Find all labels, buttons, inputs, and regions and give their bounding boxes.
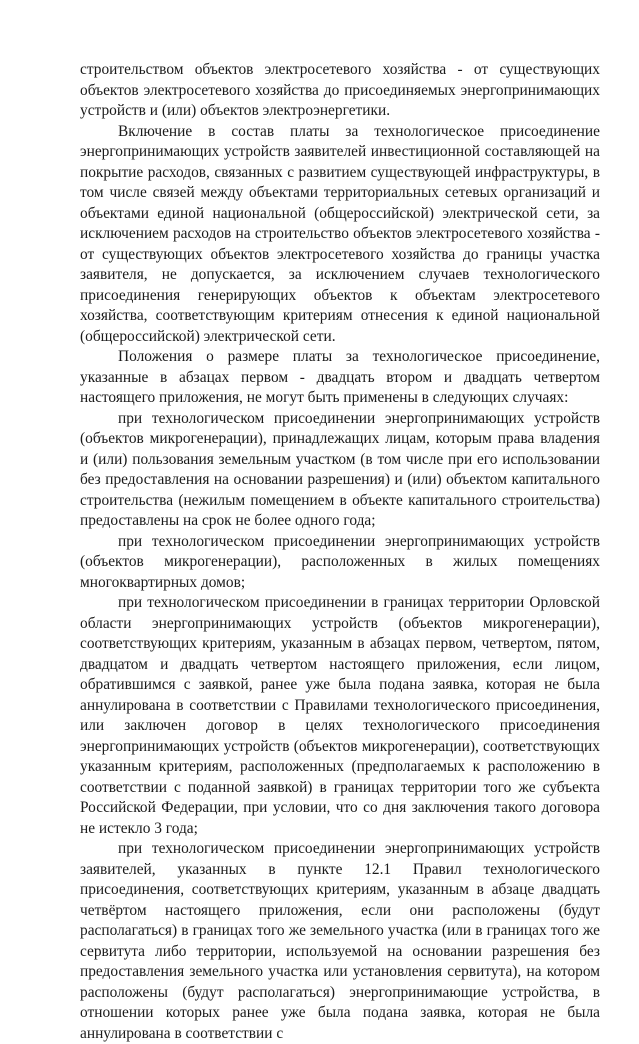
paragraph-continuation: строительством объектов электросетевого хозяйства - от существующих объектов электросетевого хозяйства до присоединяемых энергопринимающих устройств и (или) объектов электроэнергетики. <box>80 61 600 119</box>
document-page <box>80 60 600 1044</box>
paragraph-case-residential-premises: при технологическом присоединении энергопринимающих устройств (объектов микрогенерации), расположенных в жилых помещениях многоквартирных домов; <box>80 532 600 591</box>
paragraph-fee-provisions: Положения о размере платы за технологическое присоединение, указанные в абзацах первом - двадцать втором и двадцать четвертом настоящего приложения, не могут быть применены в следующих случаях: <box>80 348 600 406</box>
paragraph-case-orel-region: при технологическом присоединении в границах территории Орловской области энергопринимающих устройств (объектов микрогенерации), соответствующих критериям, указанным в абзацах первом, четвертом, пятом, двадцатом и двадцать четвертом настоящего приложения, если лицом, обратившимся с заявкой, ранее уже была подана заявка, которая не была аннулирована в соответствии с Правилами технологического присоединения, или заключен договор в целях технологического присоединения энергопринимающих устройств (объектов микрогенерации), соответствующих указанным критериям, расположенных (предполагаемых к расположению в соответствии с поданной заявкой) в границах территории того же субъекта Российской Федерации, при условии, что со дня заключения такого договора не истекло 3 года; <box>80 594 600 837</box>
paragraph-investment-component: Включение в состав платы за технологическое присоединение энергопринимающих устройств заявителей инвестиционной составляющей на покрытие расходов, связанных с развитием существующей инфраструктуры, в том числе связей между объектами территориальных сетевых организаций и объектами единой национальной (общероссийской) электрической сети, за исключением расходов на строительство объектов электросетевого хозяйства - от существующих объектов электросетевого хозяйства до границы участка заявителя, не допускается, за исключением случаев технологического присоединения генерирующих объектов к объектам электросетевого хозяйства, соответствующим критериям отнесения к единой национальной (общероссийской) электрической сети. <box>80 122 600 345</box>
paragraph-case-short-term-rights: при технологическом присоединении энергопринимающих устройств (объектов микрогенерации), принадлежащих лицам, которым права владения и (или) пользования земельным участком (в том числе при его использовании без предоставления на основании разрешения) и (или) объектом капитального строительства (нежилым помещением в объекте капитального строительства) предоставлены на срок не более одного года; <box>80 409 600 529</box>
paragraph-case-same-land-plot: при технологическом присоединении энергопринимающих устройств заявителей, указанных в пункте 12.1 Правил технологического присоединения, соответствующих критериям, указанным в абзаце двадцать четвёртом настоящего приложения, если они расположены (будут располагаться) в границах того же земельного участка (или в границах того же сервитута либо территории, используемой на основании разрешения без предоставления земельного участка или установления сервитута), на котором расположены (будут располагаться) энергопринимающие устройства, в отношении которых ранее уже была подана заявка, которая не была аннулирована в соответствии с <box>80 840 600 1042</box>
